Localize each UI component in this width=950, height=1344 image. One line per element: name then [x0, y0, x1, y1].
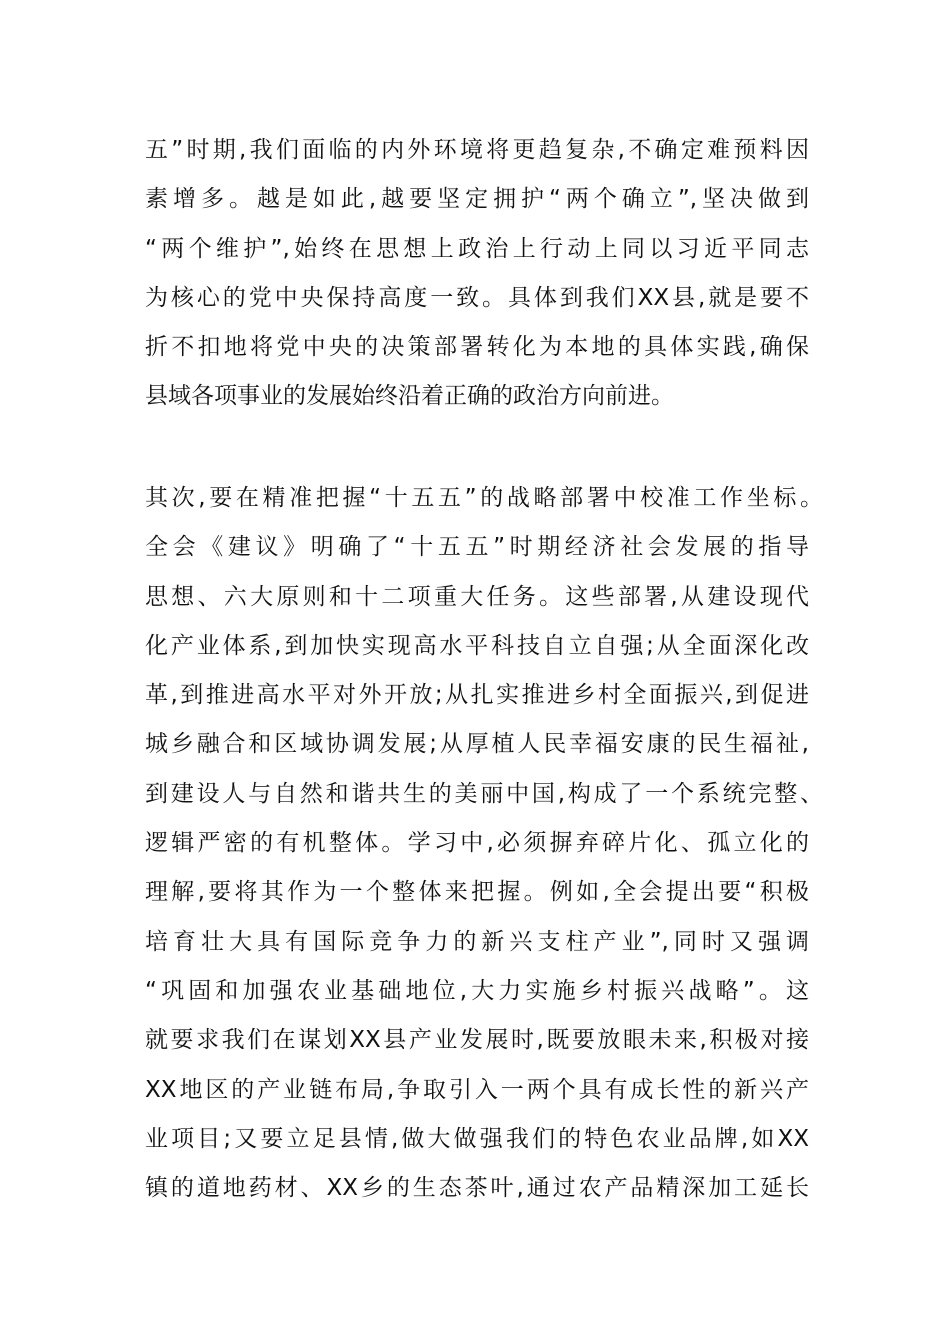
text-line: 素增多。越是如此,越要坚定拥护“两个确立”,坚决做到 — [145, 186, 809, 213]
text-line: 其次,要在精准把握“十五五”的战略部署中校准工作坐标。 — [145, 485, 823, 511]
text-line: “两个维护”,始终在思想上政治上行动上同以习近平同志 — [145, 235, 809, 262]
paragraph-1 — [145, 126, 809, 422]
text-line: 培育壮大具有国际竞争力的新兴支柱产业”,同时又强调 — [145, 928, 809, 955]
text-line: XX地区的产业链布局,争取引入一两个具有成长性的新兴产 — [145, 1076, 809, 1103]
paragraph-2 — [145, 474, 823, 1213]
text-line: 逻辑严密的有机整体。学习中,必须摒弃碎片化、孤立化的 — [145, 830, 809, 857]
text-line: 为核心的党中央保持高度一致。具体到我们XX县,就是要不 — [145, 284, 809, 311]
text-line: 就要求我们在谋划XX县产业发展时,既要放眼未来,积极对接 — [145, 1027, 809, 1054]
text-line: 全会《建议》明确了“十五五”时期经济社会发展的指导 — [145, 534, 809, 561]
text-line: 思想、六大原则和十二项重大任务。这些部署,从建设现代 — [145, 583, 809, 610]
text-line: 城乡融合和区域协调发展;从厚植人民幸福安康的民生福祉, — [145, 731, 809, 758]
text-line: 折不扣地将党中央的决策部署转化为本地的具体实践,确保 — [145, 334, 809, 361]
text-line: “巩固和加强农业基础地位,大力实施乡村振兴战略”。这 — [145, 977, 809, 1004]
text-line: 理解,要将其作为一个整体来把握。例如,全会提出要“积极 — [145, 879, 809, 906]
text-line: 县域各项事业的发展始终沿着正确的政治方向前进。 — [145, 383, 674, 410]
text-line: 化产业体系,到加快实现高水平科技自立自强;从全面深化改 — [145, 632, 809, 659]
text-line: 业项目;又要立足县情,做大做强我们的特色农业品牌,如XX — [145, 1125, 809, 1152]
text-line: 五”时期,我们面临的内外环境将更趋复杂,不确定难预料因 — [145, 137, 809, 163]
text-line: 镇的道地药材、XX乡的生态茶叶,通过农产品精深加工延长 — [145, 1175, 809, 1202]
text-line: 革,到推进高水平对外开放;从扎实推进乡村全面振兴,到促进 — [145, 682, 809, 709]
text-line: 到建设人与自然和谐共生的美丽中国,构成了一个系统完整、 — [145, 780, 823, 807]
